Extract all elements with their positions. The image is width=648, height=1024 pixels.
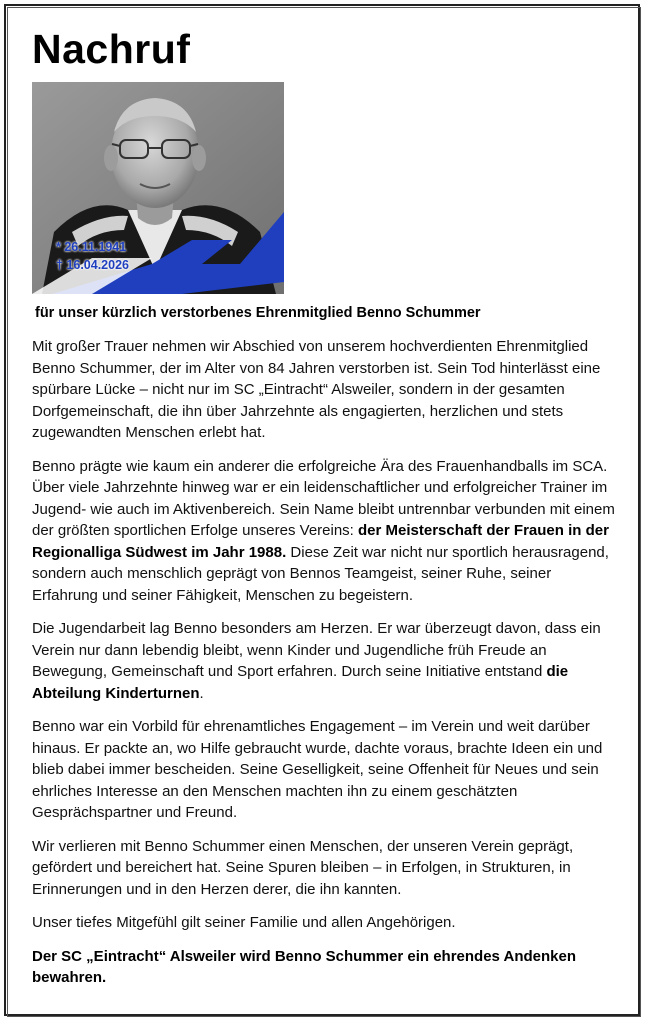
paragraph-5: Wir verlieren mit Benno Schummer einen Menschen, der unseren Verein geprägt, gefördert und bereichert hat. Seine Spuren bleiben – in Erfolgen, in Strukturen, in Erinnerungen und in den Herzen derer, die ihn kannten. [32,837,574,898]
paragraph-3-text-b: . [199,684,204,702]
paragraph-2 [32,456,620,607]
paragraph-3-text-a: Die Jugendarbeit lag Benno besonders am Herzen. Er war überzeugt davon, dass ein Verein nur dann lebendig bleibt, wenn Kinder und Jugendliche früh Freude an Bewegung, Gemeinschaft und Sport erfahren. Durch seine Initiative entstand [32,620,601,680]
ear-left [104,145,118,171]
ear-right [192,145,206,171]
paragraph-2-text-b: Diese Zeit war nicht nur sportlich herausragend, sondern auch menschlich geprägt von Bennos Teamgeist, seiner Ruhe, seiner Erfahrung und seiner Fähigkeit, Menschen zu begeistern. [32,543,609,604]
birth-date: * 26.11.1941 [56,240,127,254]
paragraph-1: Mit großer Trauer nehmen wir Abschied von unserem hochverdienten Ehrenmitglied Benno Schummer, der im Alter von 84 Jahren verstorben ist. Sein Tod hinterlässt eine spürbare Lücke – nicht nur im SC „Eintracht“ Alsweiler, sondern in der gesamten Dorfgemeinschaft, die ihn über Jahrzehnte als engagierten, herzlichen und stets zugewandten Menschen erlebt hat. [32,338,601,441]
paragraph-2-text-a: Benno prägte wie kaum ein anderer die erfolgreiche Ära des Frauenhandballs im SCA. Über viele Jahrzehnte hinweg war er ein leidenschaftlicher und erfolgreicher Trainer im Jugend- wie auch im Aktivenbereich. Sein Name bleibt untrennbar verbunden mit einem der größten sportlichen Erfolge unseres Vereins: [32,457,615,539]
subtitle: für unser kürzlich verstorbenes Ehrenmitglied Benno Schummer [35,305,481,321]
closing-statement [32,946,620,989]
paragraph-3-highlight: die Abteilung Kinderturnen [32,663,569,702]
death-date: † 16.04.2026 [56,258,129,272]
paragraph-3 [32,618,620,704]
page-title: Nachruf [32,26,191,72]
closing-statement-text: Der SC „Eintracht“ Alsweiler wird Benno Schummer ein ehrendes Andenken bewahren. [32,947,577,986]
paragraph-4: Benno war ein Vorbild für ehrenamtliches Engagement – im Verein und weit darüber hinaus. Er packte an, wo Hilfe gebraucht wurde, dachte voraus, brachte Ideen ein und blieb dabei immer bescheiden. Seine Geselligkeit, seine Offenheit für Neues und sein ehrliches Interesse an den Menschen machten ihn zu einem geschätzten Gesprächspartner und Freund. [32,718,603,821]
portrait-photo [32,82,284,294]
paragraph-6: Unser tiefes Mitgefühl gilt seiner Familie und allen Angehörigen. [32,914,456,931]
obituary-text [32,336,620,1001]
paragraph-2-highlight: der Meisterschaft der Frauen in der Regionalliga Südwest im Jahr 1988. [32,522,609,561]
